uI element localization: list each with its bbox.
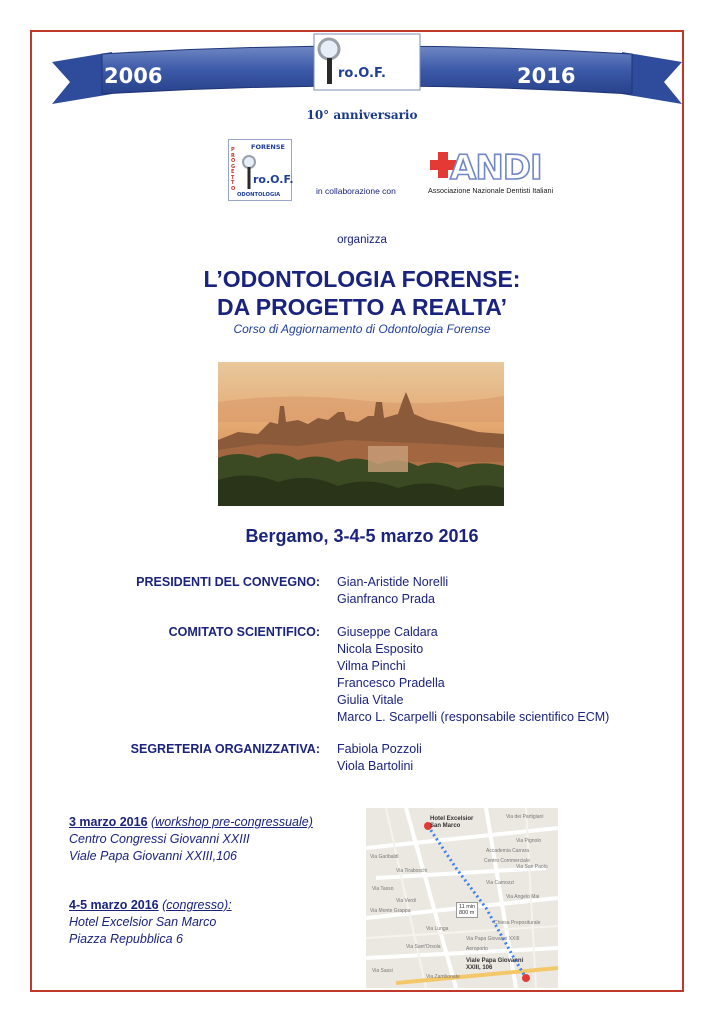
city-date: Bergamo, 3-4-5 marzo 2016 [245,526,479,546]
name-item: Francesco Pradella [337,676,445,690]
year-end: 2016 [517,64,576,88]
map-street: Via Camozzi [486,880,514,886]
map-poi: Via Angelo Mai [506,894,540,900]
andi-logo [428,150,568,202]
name-item: Viola Bartolini [337,759,414,773]
venue-date: 4-5 marzo 2016 [69,898,159,912]
map-street: Via Tasso [372,886,394,892]
route-map [366,808,558,988]
map-poi: Chiesa Prepositurale [494,920,541,926]
map-poi: Centro Commerciale [484,858,530,864]
venue-date: 3 marzo 2016 [69,815,148,829]
organizza-label: organizza [337,234,387,246]
segreteria-names [337,741,422,775]
subtitle: Corso di Aggiornamento di Odontologia Forense [233,322,491,336]
role-segreteria: SEGRETERIA ORGANIZZATIVA: [130,742,320,756]
collab-text: in collaborazione con [316,186,396,196]
proof-logo-main: ro.O.F. [253,173,294,186]
map-street: Via Garibaldi [370,854,399,860]
map-route-info [456,902,478,918]
proof-logo-top: FORENSE [251,143,285,151]
map-poi: Aeroporto [466,946,488,952]
venue-congress [69,897,232,948]
name-item: Giuseppe Caldara [337,625,438,639]
banner-logo-text: ro.O.F. [338,66,386,81]
title-line-2: DA PROGETTO A REALTA’ [216,294,508,320]
map-poi: Via Verdi [396,898,416,904]
map-poi: Via Tiraboschi [396,868,428,874]
name-item: Gian-Aristide Norelli [337,575,449,589]
proof-logo-bottom: ODONTOLOGIA [237,192,281,198]
map-poi: Via Sant'Orsola [406,944,441,950]
name-item: Marco L. Scarpelli (responsabile scientifico ECM) [337,710,610,724]
venue-place: Hotel Excelsior San Marco [69,915,217,929]
map-poi: Via Pignolo [516,838,542,844]
presidenti-names [337,574,448,608]
map-marker-top: Hotel Excelsior San Marco [430,816,474,829]
anniversary-label: 10° anniversario [306,108,418,122]
name-item: Nicola Esposito [337,642,424,656]
venue-place: Centro Congressi Giovanni XXIII [69,832,250,846]
venue-note: (workshop pre-congressuale) [151,815,313,829]
map-street: Via dei Partigiani [506,814,544,820]
proof-logo [228,139,292,201]
map-poi: Accademia Carrara [486,848,530,854]
role-presidenti: PRESIDENTI DEL CONVEGNO: [136,575,320,589]
andi-letters: ANDI [450,148,542,188]
map-poi: Via Papa Giovanni XXIII [466,936,520,942]
route-distance: 800 m [459,910,475,916]
name-item: Vilma Pinchi [337,659,406,673]
venue-address: Viale Papa Giovanni XXIII,106 [69,849,237,863]
map-poi: Via Sassi [372,968,393,974]
map-poi: Via Zambonate [426,974,460,980]
bergamo-photo [218,362,504,506]
name-item: Gianfranco Prada [337,592,435,606]
route-duration: 11 min [459,904,476,910]
comitato-names [337,624,609,726]
venue-address: Piazza Repubblica 6 [69,932,183,946]
venue-workshop [69,814,313,865]
title-line-1: L’ODONTOLOGIA FORENSE: [203,266,521,292]
proof-logo-vertical: PROGETTO [231,147,236,192]
year-start: 2006 [104,64,163,88]
andi-full-name: Associazione Nazionale Dentisti Italiani [428,186,554,195]
map-poi: Via San Paolo [516,864,548,870]
name-item: Giulia Vitale [337,693,404,707]
name-item: Fabiola Pozzoli [337,742,422,756]
map-poi: Via Lunga [426,926,449,932]
map-marker-bottom: Viale Papa Giovanni XXIII, 106 [466,958,524,971]
role-comitato: COMITATO SCIENTIFICO: [168,625,320,639]
venue-note: (congresso): [162,898,232,912]
map-poi: Via Monte Grappa [370,908,411,914]
